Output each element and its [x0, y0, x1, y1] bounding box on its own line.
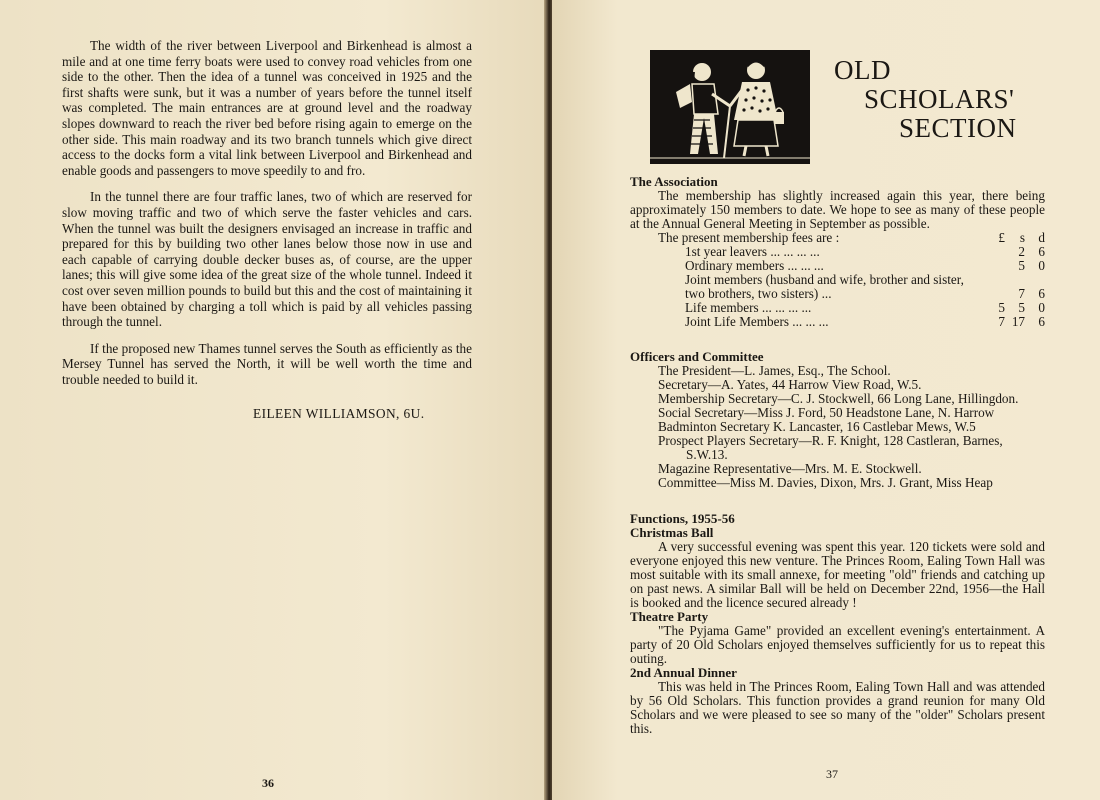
- function-text: This was held in The Princes Room, Ealing Town Hall and was attended by 56 Old Scholars. This function provides a grand reunion for many Old Scholars and we were pleased to see so many of the "older" Scholars present this.: [630, 679, 1045, 736]
- fee-row: [630, 259, 1045, 273]
- fee-pounds: 7: [998, 314, 1005, 329]
- author-signature: EILEEN WILLIAMSON, 6U.: [253, 406, 425, 421]
- fee-label: 1st year leavers ... ... ... ...: [685, 244, 820, 259]
- fees-intro-row: [630, 231, 1045, 245]
- fee-shillings: 2: [1018, 244, 1025, 259]
- title-line: OLD: [834, 55, 891, 85]
- page-number-right: 37: [826, 767, 838, 781]
- fee-pence: 0: [1038, 258, 1045, 273]
- officer-line: Committee—Miss M. Davies, Dixon, Mrs. J. Grant, Miss Heap: [658, 475, 993, 490]
- fee-pence: 0: [1038, 300, 1045, 315]
- fee-label: Life members ... ... ... ...: [685, 300, 812, 315]
- article-paragraph: In the tunnel there are four traffic lanes, two of which are reserved for slow moving traffic and two of which serve the faster vehicles and cars. When the tunnel was built the designers envisaged an increase in traffic and prepared for this by building two other lanes below those now in use and each capable of carrying double decker buses as, of course, are the upper lanes; this will give some idea of the great size of the whole tunnel. Indeed it cost over seven million pounds to build but this and the cost of maintaining it have been obtained by charging a toll which is paid by all vehicles passing through the tunnel.: [62, 189, 472, 330]
- fee-shillings: 7: [1018, 286, 1025, 301]
- fees-intro: The present membership fees are :: [658, 230, 840, 245]
- left-page: [0, 0, 548, 800]
- officer-line: Badminton Secretary K. Lancaster, 16 Castlebar Mews, W.5: [658, 419, 976, 434]
- function-text: "The Pyjama Game" provided an excellent evening's entertainment. A party of 20 Old Scholars enjoyed themselves sufficiently for us to repeat this outing.: [630, 623, 1045, 666]
- fee-row: [630, 301, 1045, 315]
- officer-line: Membership Secretary—C. J. Stockwell, 66 Long Lane, Hillingdon.: [658, 391, 1019, 406]
- functions-section: [630, 512, 1045, 736]
- function-title: 2nd Annual Dinner: [630, 665, 737, 680]
- pence-column-header: d: [1038, 230, 1045, 245]
- fee-pounds: 5: [998, 300, 1005, 315]
- officer-line: Prospect Players Secretary—R. F. Knight, 128 Castleran, Barnes, S.W.13.: [658, 433, 1003, 462]
- fee-row: [630, 245, 1045, 259]
- fee-shillings: 5: [1018, 300, 1025, 315]
- officers-heading: Officers and Committee: [630, 349, 764, 364]
- officer-line: Secretary—A. Yates, 44 Harrow View Road, W.5.: [658, 377, 922, 392]
- fee-label: Joint Life Members ... ... ...: [685, 314, 829, 329]
- fee-row: [630, 315, 1045, 329]
- fee-row: [630, 273, 1045, 301]
- function-title: Theatre Party: [630, 609, 709, 624]
- fee-label: Ordinary members ... ... ...: [685, 258, 824, 273]
- fee-shillings: 5: [1018, 258, 1025, 273]
- functions-heading: Functions, 1955-56: [630, 511, 735, 526]
- section-title: [824, 56, 1046, 143]
- pounds-column-header: £: [998, 230, 1005, 245]
- title-line: SCHOLARS': [864, 84, 1015, 114]
- title-line: SECTION: [899, 113, 1017, 143]
- article-paragraph: The width of the river between Liverpool and Birkenhead is almost a mile and at one time ferry boats were used to convey road vehicles from one side to the other. Then the idea of a tunnel was conceived in 1925 and the first shafts were sunk, but it was a number of years before the tunnel itself was completed. The main entrances are at ground level and the roadway slopes downward to reach the river bed before rising again to emerge on the other side. This main roadway and its two branch tunnels which give direct access to the docks form a vital link between Liverpool and Birkenhead and enable goods and passengers to move speedily to and fro.: [62, 38, 472, 178]
- fee-label: Joint members (husband and wife, brother and sister, two brothers, two sisters) ...: [685, 272, 964, 301]
- association-section: [630, 175, 1045, 329]
- officers-section: [630, 350, 1045, 490]
- officer-line: Magazine Representative—Mrs. M. E. Stockwell.: [658, 461, 922, 476]
- association-heading: The Association: [630, 174, 718, 189]
- officer-line: The President—L. James, Esq., The School.: [658, 363, 891, 378]
- article-body: [62, 38, 472, 398]
- fee-pence: 6: [1038, 314, 1045, 329]
- old-couple-illustration: [650, 50, 810, 164]
- shillings-column-header: s: [1019, 230, 1025, 245]
- officer-line: Social Secretary—Miss J. Ford, 50 Headstone Lane, N. Harrow: [658, 405, 995, 420]
- fee-pence: 6: [1038, 244, 1045, 259]
- fee-pence: 6: [1038, 286, 1045, 301]
- function-title: Christmas Ball: [630, 525, 714, 540]
- function-text: A very successful evening was spent this year. 120 tickets were sold and everyone enjoyed this new venture. The Princes Room, Ealing Town Hall was most suitable with its small annexe, for meeting "old" friends and catching up on past news. A similar Ball will be held on December 22nd, 1956—the Hall is booked and the licence secured already !: [630, 539, 1045, 610]
- association-text: The membership has slightly increased again this year, there being approximately 150 members to date. We hope to see as many of these people at the Annual General Meeting in September as possible.: [630, 188, 1045, 231]
- article-paragraph: If the proposed new Thames tunnel serves the South as efficiently as the Mersey Tunnel has served the North, it will be well worth the time and trouble needed to build it.: [62, 340, 472, 387]
- fee-shillings: 17: [1011, 314, 1025, 329]
- page-number-left: 36: [262, 776, 274, 790]
